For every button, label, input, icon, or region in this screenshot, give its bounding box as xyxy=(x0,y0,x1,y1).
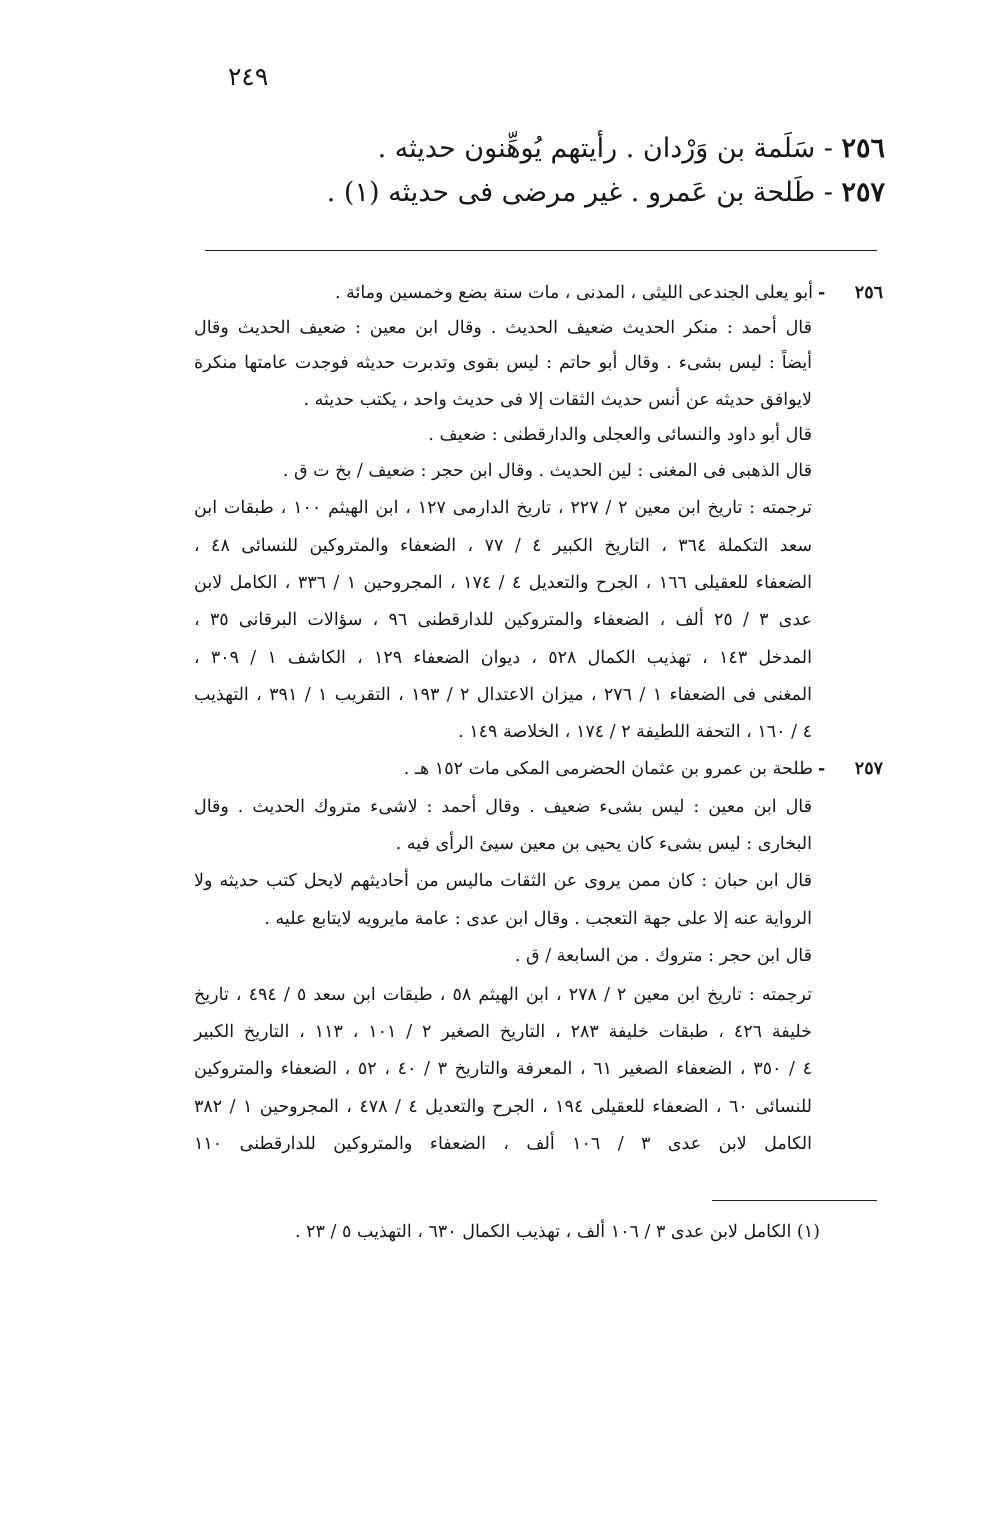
note-line: ٤ / ١٦٠ ، التحفة اللطيفة ٢ / ١٧٤ ، الخلاصة ١٤٩ . xyxy=(458,722,812,742)
page-number: ٢٤٩ xyxy=(228,62,269,91)
note-line: ٤ / ٣٥٠ ، الضعفاء الصغير ٦١ ، المعرفة والتاريخ ٣ / ٤٠ ، ٥٢ ، الضعفاء والمتروكين xyxy=(194,1059,812,1079)
footnote-divider xyxy=(712,1200,877,1201)
note-257-marker: ٢٥٧ - xyxy=(818,759,883,779)
note-line: خليفة ٤٢٦ ، طبقات خليفة ٢٨٣ ، التاريخ الصغير ٢ / ١٠١ ، ١١٣ ، التاريخ الكبير xyxy=(194,1022,812,1042)
note-line: لايوافق حديثه عن أنس حديث الثقات إلا فى حديث واحد ، يكتب حديثه . xyxy=(303,390,812,410)
note-line: سعد التكملة ٣٦٤ ، التاريخ الكبير ٤ / ٧٧ ، الضعفاء والمتروكين للنسائى ٤٨ ، xyxy=(194,536,813,556)
note-line: المغنى فى الضعفاء ١ / ٢٧٦ ، ميزان الاعتدال ٢ / ١٩٣ ، التقريب ١ / ٣٩١ ، التهذيب xyxy=(194,685,812,705)
note-line: قال أحمد : منكر الحديث ضعيف الحديث . وقال ابن معين : ضعيف الحديث وقال xyxy=(194,318,812,338)
note-line: قال ابن معين : ليس بشىء ضعيف . وقال أحمد : لاشىء متروك الحديث . وقال xyxy=(194,797,812,817)
heading-entry-257 xyxy=(326,176,885,210)
note-line: ترجمته : تاريخ ابن معين ٢ / ٢٧٨ ، ابن الهيثم ٥٨ ، طبقات ابن سعد ٥ / ٤٩٤ ، تاريخ xyxy=(194,985,812,1005)
note-line: قال ابن حبان : كان ممن يروى عن الثقات ماليس من أحاديثهم لايحل كتب حديثه ولا xyxy=(194,871,812,891)
note-line: الكامل لابن عدى ٣ / ١٠٦ ألف ، الضعفاء والمتروكين للدارقطنى ١١٠ xyxy=(194,1134,812,1154)
note-line: أبو يعلى الجندعى الليثى ، المدنى ، مات سنة بضع وخمسين ومائة . xyxy=(334,283,813,303)
note-line: طلحة بن عمرو بن عثمان الحضرمى المكى مات ١٥٢ هـ . xyxy=(403,759,813,779)
note-line: الرواية عنه إلا على جهة التعجب . وقال ابن عدى : عامة مايرويه لايتابع عليه . xyxy=(264,909,812,929)
entry-text: - طَلحة بن عَمرو . غير مرضى فى حديثه (١) . xyxy=(326,177,842,208)
note-line: المدخل ١٤٣ ، تهذيب الكمال ٥٢٨ ، ديوان الضعفاء ١٢٩ ، الكاشف ١ / ٣٠٩ ، xyxy=(194,648,812,668)
header-divider xyxy=(205,250,877,251)
heading-entry-256 xyxy=(330,132,885,166)
note-line: أيضاً : ليس بشىء . وقال أبو حاتم : ليس بقوى وتدبرت حديثه فوجدت عامتها منكرة xyxy=(194,353,812,373)
note-line: البخارى : ليس بشىء كان يحيى بن معين سيئ الرأى فيه . xyxy=(395,834,812,854)
note-line: ترجمته : تاريخ ابن معين ٢ / ٢٢٧ ، تاريخ الدارمى ١٢٧ ، ابن الهيثم ١٠٠ ، طبقات ابن xyxy=(194,498,813,518)
note-256-marker: ٢٥٦ - xyxy=(818,283,883,303)
note-line: قال أبو داود والنسائى والعجلى والدارقطنى : ضعيف . xyxy=(428,425,812,445)
footnote: (١) الكامل لابن عدى ٣ / ١٠٦ ألف ، تهذيب الكمال ٦٣٠ ، التهذيب ٥ / ٢٣ . xyxy=(295,1222,820,1242)
note-line: قال ابن حجر : متروك . من السابعة / ق . xyxy=(514,946,812,966)
note-line: قال الذهبى فى المغنى : لين الحديث . وقال ابن حجر : ضعيف / بخ ت ق . xyxy=(282,461,812,481)
entry-number: ٢٥٧ xyxy=(841,177,885,208)
entry-text: - سَلَمة بن وَرْدان . رأيتهم يُوهِّنون حديثه . xyxy=(377,133,842,164)
note-line: الضعفاء للعقيلى ١٦٦ ، الجرح والتعديل ٤ / ١٧٤ ، المجروحين ١ / ٣٣٦ ، الكامل لابن xyxy=(194,573,812,593)
note-line: للنسائى ٦٠ ، الضعفاء للعقيلى ١٩٤ ، الجرح والتعديل ٤ / ٤٧٨ ، المجروحين ١ / ٣٨٢ xyxy=(194,1097,812,1117)
entry-number: ٢٥٦ xyxy=(841,133,885,164)
note-line: عدى ٣ / ٢٥ ألف ، الضعفاء والمتروكين للدارقطنى ٩٦ ، سؤالات البرقانى ٣٥ ، xyxy=(194,610,812,630)
